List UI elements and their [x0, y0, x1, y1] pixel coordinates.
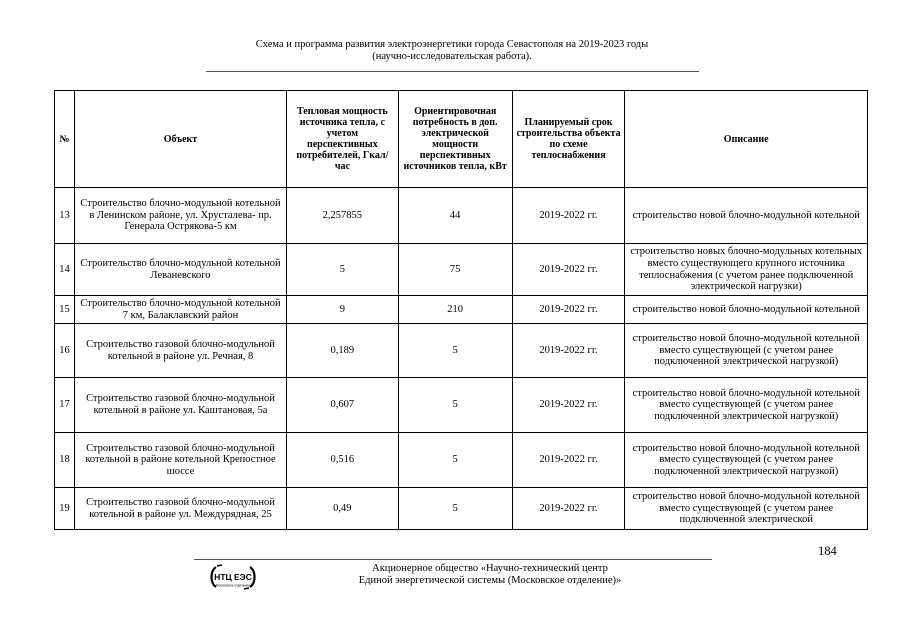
- row-construction-term: 2019-2022 гг.: [512, 433, 625, 488]
- row-heat-capacity: 0,189: [286, 324, 398, 378]
- footer-company-line2: Единой энергетической системы (Московское отделение)»: [358, 575, 622, 586]
- header-divider: [206, 71, 699, 72]
- row-heat-capacity: 0,516: [286, 433, 398, 488]
- row-object: Строительство блочно-модульной котельной Леваневского: [75, 244, 287, 296]
- row-power-demand: 44: [398, 188, 512, 244]
- footer-divider: [194, 559, 712, 560]
- document-header-subtitle: (научно-исследовательская работа).: [372, 51, 532, 62]
- row-construction-term: 2019-2022 гг.: [512, 378, 625, 433]
- row-description: строительство новой блочно-модульной котельной вместо существующей (с учетом ранее подключенной электрической: [625, 488, 868, 530]
- row-construction-term: 2019-2022 гг.: [512, 188, 625, 244]
- row-number: 15: [55, 296, 75, 324]
- logo-subtext: Московское отделение: [216, 583, 250, 588]
- row-construction-term: 2019-2022 гг.: [512, 244, 625, 296]
- row-description: строительство новых блочно-модульных котельных вместо существующего крупного источника теплоснабжения (с учетом ранее подключенной электрической нагрузки): [625, 244, 868, 296]
- row-number: 17: [55, 378, 75, 433]
- row-heat-capacity: 9: [286, 296, 398, 324]
- table-row: [55, 188, 868, 244]
- row-number: 14: [55, 244, 75, 296]
- column-header-power-demand: Ориентировочная потребность в доп. электрической мощности перспективных источников тепла, кВт: [398, 91, 512, 188]
- row-object: Строительство блочно-модульной котельной 7 км, Балаклавский район: [75, 296, 287, 324]
- row-heat-capacity: 0,49: [286, 488, 398, 530]
- row-heat-capacity: 0,607: [286, 378, 398, 433]
- row-description: строительство новой блочно-модульной котельной: [625, 296, 868, 324]
- table-header-row: [55, 91, 868, 188]
- table-row: [55, 324, 868, 378]
- row-construction-term: 2019-2022 гг.: [512, 296, 625, 324]
- row-power-demand: 5: [398, 324, 512, 378]
- ntc-ees-logo: [208, 563, 258, 591]
- column-header-number: №: [55, 91, 75, 188]
- row-number: 13: [55, 188, 75, 244]
- row-description: строительство новой блочно-модульной котельной: [625, 188, 868, 244]
- row-object: Строительство блочно-модульной котельной в Ленинском районе, ул. Хрусталева- пр. Генерала Острякова-5 км: [75, 188, 287, 244]
- row-description: строительство новой блочно-модульной котельной вместо существующей (с учетом ранее подключенной электрической нагрузкой): [625, 324, 868, 378]
- row-description: строительство новой блочно-модульной котельной вместо существующей (с учетом ранее подключенной электрической нагрузкой): [625, 433, 868, 488]
- table-row: [55, 244, 868, 296]
- table-row: [55, 378, 868, 433]
- logo-text: НТЦ ЕЭС: [214, 572, 252, 582]
- document-header-title: Схема и программа развития электроэнергетики города Севастополя на 2019-2023 годы: [255, 39, 649, 50]
- row-construction-term: 2019-2022 гг.: [512, 324, 625, 378]
- row-power-demand: 5: [398, 378, 512, 433]
- column-header-heat-capacity: Тепловая мощность источника тепла, с учетом перспективных потребителей, Гкал/час: [286, 91, 398, 188]
- row-heat-capacity: 5: [286, 244, 398, 296]
- row-object: Строительство газовой блочно-модульной котельной в районе ул. Междурядная, 25: [75, 488, 287, 530]
- column-header-object: Объект: [75, 91, 287, 188]
- column-header-description: Описание: [625, 91, 868, 188]
- row-description: строительство новой блочно-модульной котельной вместо существующей (с учетом ранее подключенной электрической нагрузкой): [625, 378, 868, 433]
- row-construction-term: 2019-2022 гг.: [512, 488, 625, 530]
- table-row: [55, 433, 868, 488]
- boiler-construction-table: [54, 90, 868, 530]
- table-row: [55, 488, 868, 530]
- row-object: Строительство газовой блочно-модульной котельной в районе ул. Речная, 8: [75, 324, 287, 378]
- row-object: Строительство газовой блочно-модульной котельной в районе ул. Каштановая, 5а: [75, 378, 287, 433]
- row-power-demand: 5: [398, 488, 512, 530]
- page-number: 184: [818, 544, 837, 558]
- row-number: 16: [55, 324, 75, 378]
- column-header-construction-term: Планируемый срок строительства объекта по схеме теплоснабжения: [512, 91, 625, 188]
- row-number: 19: [55, 488, 75, 530]
- table-row: [55, 296, 868, 324]
- footer-company-line1: Акционерное общество «Научно-технический центр: [372, 563, 608, 574]
- row-power-demand: 75: [398, 244, 512, 296]
- row-power-demand: 5: [398, 433, 512, 488]
- row-power-demand: 210: [398, 296, 512, 324]
- row-heat-capacity: 2,257855: [286, 188, 398, 244]
- row-number: 18: [55, 433, 75, 488]
- row-object: Строительство газовой блочно-модульной котельной в районе котельной Крепостное шоссе: [75, 433, 287, 488]
